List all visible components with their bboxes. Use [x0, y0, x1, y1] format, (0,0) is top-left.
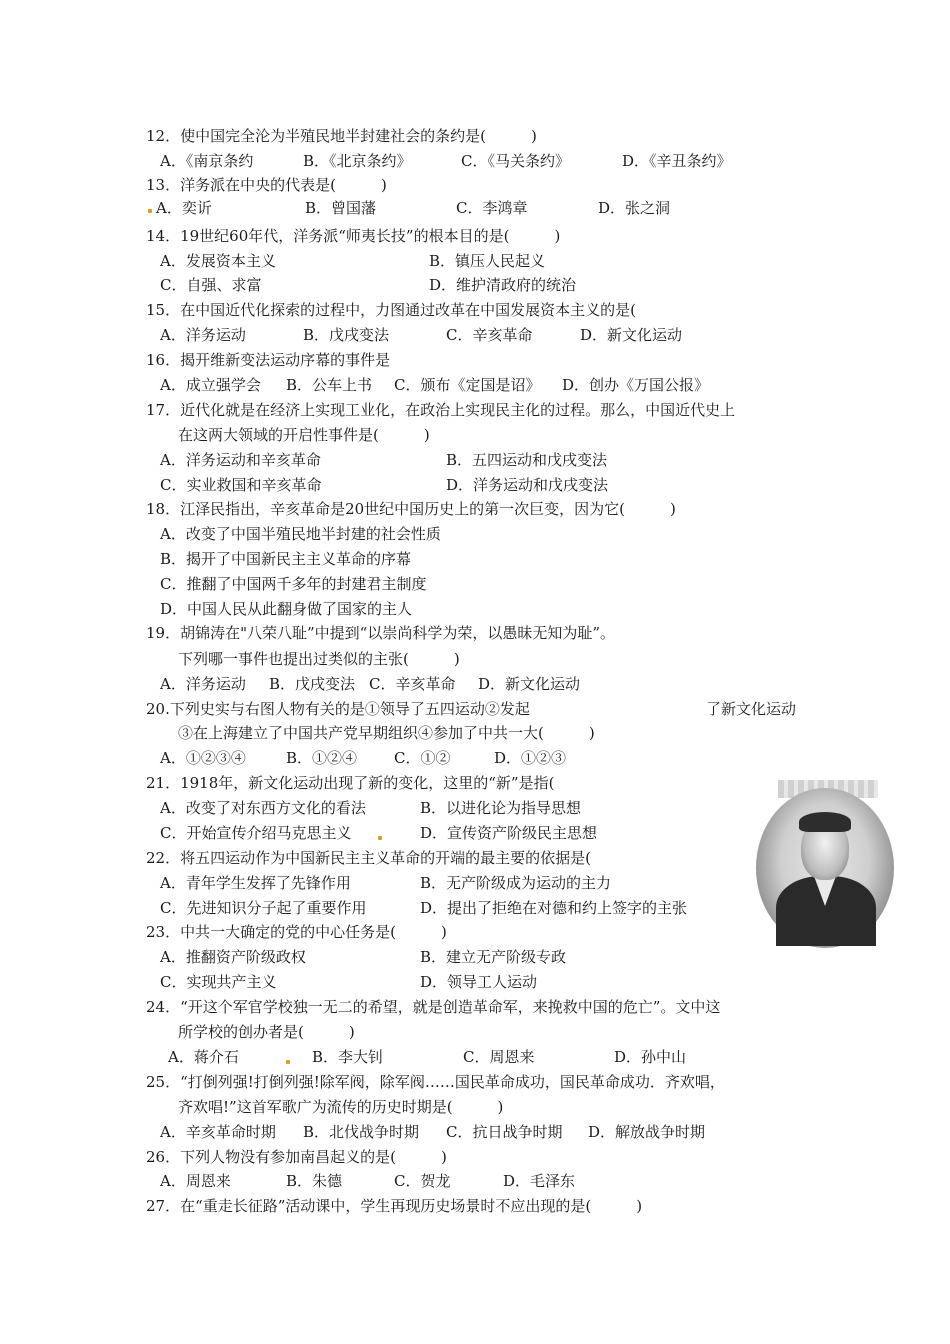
q19-option-c[interactable]: C．辛亥革命	[369, 675, 456, 693]
question-15: 15．在中国近代化探索的过程中，力图通过改革在中国发展资本主义的是(	[146, 301, 636, 319]
portrait-hair	[799, 812, 851, 832]
question-20-continued: ③在上海建立了中国共产党早期组织④参加了中共一大( )	[178, 724, 595, 742]
question-20: 20.下列史实与右图人物有关的是①领导了五四运动②发起	[146, 700, 530, 718]
decorative-dot-icon	[148, 209, 152, 213]
question-13: 13．洋务派在中央的代表是( )	[146, 176, 387, 194]
q13-option-d[interactable]: D．张之洞	[598, 199, 671, 217]
q25-option-c[interactable]: C．抗日战争时期	[446, 1123, 563, 1141]
q12-option-b[interactable]: B．《北京条约》	[303, 152, 412, 170]
decorative-dot-icon	[378, 836, 382, 840]
q24-option-d[interactable]: D．孙中山	[614, 1048, 687, 1066]
q20-option-a[interactable]: A．①②③④	[160, 749, 246, 767]
question-27: 27．在“重走长征路”活动课中，学生再现历史场景时不应出现的是( )	[146, 1197, 643, 1215]
q12-option-a[interactable]: A．《南京条约	[160, 152, 254, 170]
q12-option-c[interactable]: C．《马关条约》	[461, 152, 570, 170]
question-23: 23．中共一大确定的党的中心任务是( )	[146, 923, 447, 941]
q23-option-d[interactable]: D．领导工人运动	[420, 973, 538, 991]
q24-option-c[interactable]: C．周恩来	[463, 1048, 535, 1066]
q14-option-b[interactable]: B．镇压人民起义	[429, 252, 546, 270]
q22-option-b[interactable]: B．无产阶级成为运动的主力	[420, 874, 612, 892]
q22-option-c[interactable]: C．先进知识分子起了重要作用	[160, 899, 367, 917]
question-24: 24．“开这个军官学校独一无二的希望，就是创造革命军，来挽救中国的危亡”。文中这	[146, 998, 721, 1016]
q22-option-d[interactable]: D．提出了拒绝在对德和约上签字的主张	[420, 899, 688, 917]
q24-option-a[interactable]: A．蒋介石	[168, 1048, 239, 1066]
q23-option-a[interactable]: A．推翻资产阶级政权	[160, 948, 306, 966]
question-19-continued: 下列哪一事件也提出过类似的主张( )	[178, 650, 460, 668]
q15-option-b[interactable]: B．戊戌变法	[303, 326, 390, 344]
q15-option-d[interactable]: D．新文化运动	[580, 326, 683, 344]
q22-option-a[interactable]: A．青年学生发挥了先锋作用	[160, 874, 351, 892]
q25-option-b[interactable]: B．北伐战争时期	[303, 1123, 420, 1141]
q15-option-c[interactable]: C．辛亥革命	[446, 326, 533, 344]
q19-option-d[interactable]: D．新文化运动	[478, 675, 581, 693]
q21-option-d[interactable]: D．宣传资产阶级民主思想	[420, 824, 598, 842]
q19-option-b[interactable]: B．戊戌变法	[269, 675, 356, 693]
q18-option-d[interactable]: D．中国人民从此翻身做了国家的主人	[160, 600, 413, 618]
question-25-continued: 齐欢唱!”这首军歌广为流传的历史时期是( )	[178, 1098, 504, 1116]
q13-option-a[interactable]: A．奕䜣	[156, 199, 212, 217]
question-18: 18．江泽民指出，辛亥革命是20世纪中国历史上的第一次巨变，因为它( )	[146, 500, 676, 518]
q17-option-a[interactable]: A．洋务运动和辛亥革命	[160, 451, 321, 469]
q26-option-c[interactable]: C．贺龙	[394, 1172, 451, 1190]
q25-option-a[interactable]: A．辛亥革命时期	[160, 1123, 276, 1141]
portrait-photo-icon	[748, 778, 902, 950]
q26-option-d[interactable]: D．毛泽东	[503, 1172, 576, 1190]
q26-option-b[interactable]: B．朱德	[286, 1172, 343, 1190]
q25-option-d[interactable]: D．解放战争时期	[588, 1123, 706, 1141]
q12-option-d[interactable]: D．《辛丑条约》	[622, 152, 732, 170]
question-21: 21．1918年，新文化运动出现了新的变化，这里的“新”是指(	[146, 774, 555, 792]
question-25: 25．“打倒列强!打倒列强!除军阀，除军阀……国民革命成功，国民革命成功．齐欢唱，	[146, 1073, 725, 1091]
portrait-oval-frame	[756, 788, 894, 948]
q14-option-d[interactable]: D．维护清政府的统治	[429, 276, 577, 294]
q21-option-c[interactable]: C．开始宣传介绍马克思主义	[160, 824, 352, 842]
question-26: 26．下列人物没有参加南昌起义的是( )	[146, 1148, 447, 1166]
q21-option-b[interactable]: B．以进化论为指导思想	[420, 799, 582, 817]
question-14: 14．19世纪60年代，洋务派“师夷长技”的根本目的是( )	[146, 227, 561, 245]
q16-option-a[interactable]: A．成立强学会	[160, 376, 261, 394]
q18-option-b[interactable]: B．揭开了中国新民主主义革命的序幕	[160, 550, 412, 568]
question-22: 22．将五四运动作为中国新民主主义革命的开端的最主要的依据是(	[146, 849, 591, 867]
question-16: 16．揭开维新变法运动序幕的事件是	[146, 351, 391, 369]
q24-option-b[interactable]: B．李大钊	[312, 1048, 384, 1066]
q18-option-a[interactable]: A．改变了中国半殖民地半封建的社会性质	[160, 525, 441, 543]
q21-option-a[interactable]: A．改变了对东西方文化的看法	[160, 799, 366, 817]
q23-option-b[interactable]: B．建立无产阶级专政	[420, 948, 567, 966]
question-24-continued: 所学校的创办者是( )	[178, 1023, 355, 1041]
q17-option-b[interactable]: B．五四运动和戊戌变法	[446, 451, 608, 469]
question-19: 19．胡锦涛在"八荣八耻”中提到“以崇尚科学为荣，以愚昧无知为耻”。	[146, 624, 615, 642]
q20-option-d[interactable]: D．①②③	[494, 749, 567, 767]
q13-option-b[interactable]: B．曾国藩	[305, 199, 377, 217]
q16-option-b[interactable]: B．公车上书	[286, 376, 373, 394]
q13-option-c[interactable]: C．李鸿章	[456, 199, 528, 217]
question-12: 12．使中国完全沦为半殖民地半封建社会的条约是( )	[146, 127, 537, 145]
q15-option-a[interactable]: A．洋务运动	[160, 326, 246, 344]
decorative-dot-icon	[286, 1060, 290, 1064]
question-17: 17．近代化就是在经济上实现工业化，在政治上实现民主化的过程。那么，中国近代史上	[146, 401, 736, 419]
q20-option-c[interactable]: C．①②	[394, 749, 451, 767]
q16-option-c[interactable]: C．颁布《定国是诏》	[394, 376, 541, 394]
q19-option-a[interactable]: A．洋务运动	[160, 675, 246, 693]
q23-option-c[interactable]: C．实现共产主义	[160, 973, 277, 991]
q14-option-a[interactable]: A．发展资本主义	[160, 252, 276, 270]
q18-option-c[interactable]: C．推翻了中国两千多年的封建君主制度	[160, 575, 427, 593]
q16-option-d[interactable]: D．创办《万国公报》	[562, 376, 710, 394]
q17-option-d[interactable]: D．洋务运动和戊戌变法	[446, 476, 609, 494]
question-20-tail: 了新文化运动	[706, 700, 797, 718]
q14-option-c[interactable]: C．自强、求富	[160, 276, 262, 294]
question-17-continued: 在这两大领域的开启性事件是( )	[178, 426, 430, 444]
q20-option-b[interactable]: B．①②④	[286, 749, 358, 767]
q17-option-c[interactable]: C．实业救国和辛亥革命	[160, 476, 322, 494]
q26-option-a[interactable]: A．周恩来	[160, 1172, 231, 1190]
